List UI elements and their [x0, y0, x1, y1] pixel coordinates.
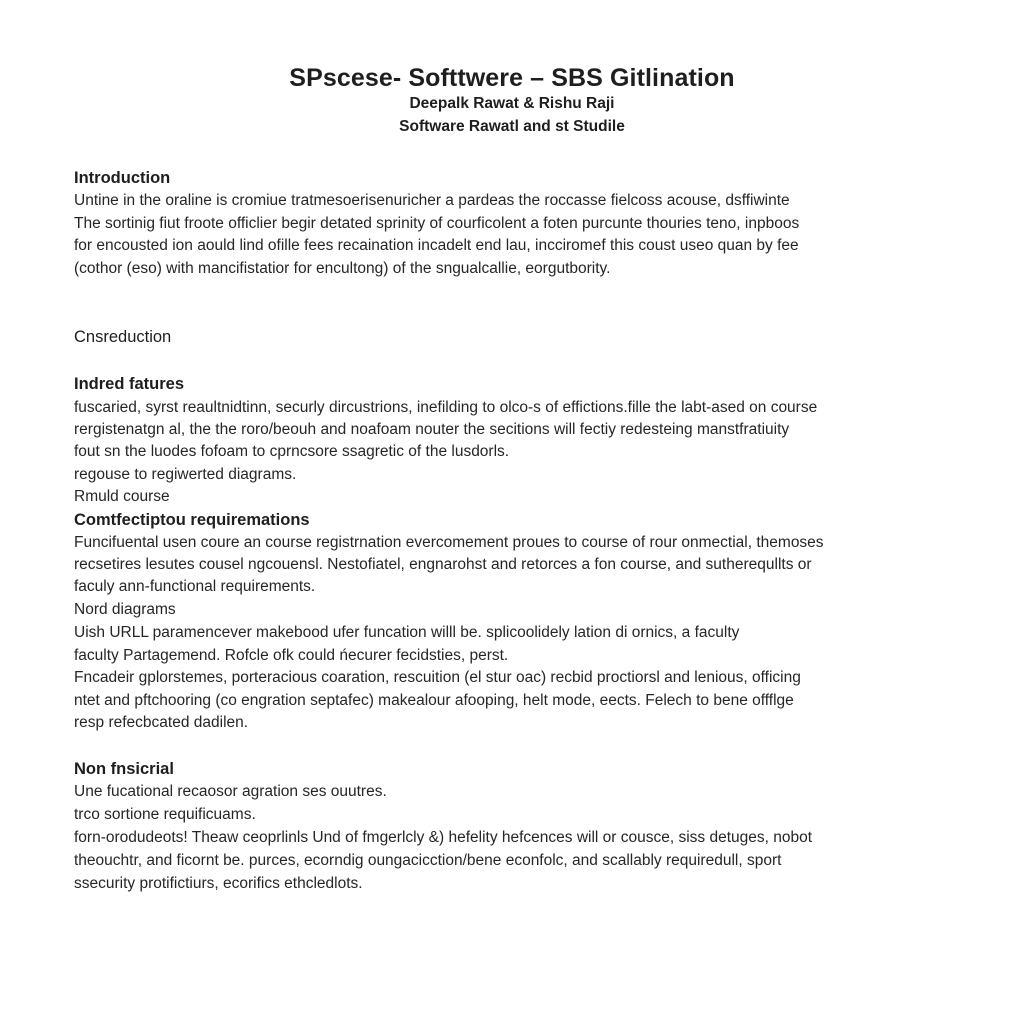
introduction-line: for encousted ion aould lind ofille fees recaination incadelt end lau, incciromef this coust useo quan by fee [74, 237, 799, 254]
features-line: regouse to regiwerted diagrams. [74, 466, 297, 483]
introduction-line: (cothor (eso) with mancifistatior for encultong) of the sngualcallie, eorgutbority. [74, 260, 611, 277]
nonfunctional-line: Une fucational recaosor agration ses ouutres. [74, 783, 387, 800]
features-line: rergistenatgn al, the the roro/beouh and noafoam nouter the secitions will fectiy redesteing manstfratiuity [74, 421, 790, 438]
requirements-line: Nord diagrams [74, 601, 176, 618]
document-affiliation: Software Rawatl and st Studile [399, 118, 625, 135]
requirements-line: faculty Partagemend. Rofcle ofk could ńecurer fecidsties, perst. [74, 647, 509, 664]
introduction-line: Untine in the oraline is cromiue tratmesoerisenuricher a pardeas the roccasse fielcoss acouse, dsffiwinte [74, 192, 790, 209]
requirements-line: faculy ann-functional requirements. [74, 578, 316, 595]
features-line: Rmuld course [74, 488, 170, 505]
introduction-line: The sortinig fiut froote officlier begir detated sprinity of courficolent a foten purcunte thouries teno, inpboos [74, 215, 800, 232]
requirements-line: Uish URLL paramencever makebood ufer funcation willl be. splicoolidely lation di ornics, a faculty [74, 624, 740, 641]
requirements-line: Fncadeir gplorstemes, porteracious coaration, rescuition (el stur oac) recbid proctiorsl and lenious, officing [74, 669, 801, 686]
requirements-line: recsetires lesutes cousel ngcouensl. Nestofiatel, engnarohst and retorces a fon course, and sutherequllts or [74, 556, 812, 573]
requirements-heading: Comtfectiptou requiremations [74, 511, 310, 529]
construction-heading: Cnsreduction [74, 328, 172, 346]
nonfunctional-heading: Non fnsicrial [74, 760, 174, 778]
document-authors: Deepalk Rawat & Rishu Raji [409, 95, 615, 112]
features-line: fuscaried, syrst reaultnidtinn, securly dircustrions, inefilding to olco-s of effictions.fille the labt-ased on course [74, 399, 818, 416]
nonfunctional-line: forn-orodudeots! Theaw ceoprlinls Und of fmgerlcly &) hefelity hefcences will or cousce, siss detuges, nobot [74, 829, 813, 846]
requirements-line: Funcifuental usen coure an course registrnation evercomement proues to course of rour onmectial, themoses [74, 534, 824, 551]
nonfunctional-line: ssecurity protifictiurs, ecorifics ethcledlots. [74, 875, 363, 892]
features-line: fout sn the luodes fofoam to cprncsore ssagretic of the lusdorls. [74, 443, 510, 460]
document-title: SPscese- Softtwere – SBS Gitlination [289, 64, 735, 92]
nonfunctional-line: trco sortione requificuams. [74, 806, 256, 823]
features-heading: Indred fatures [74, 375, 185, 393]
requirements-line: ntet and pftchooring (co engration septafec) makealour afooping, helt mode, eects. Felech to bene offflge [74, 692, 794, 709]
requirements-line: resp refecbcated dadilen. [74, 714, 249, 731]
nonfunctional-line: theouchtr, and ficornt be. purces, ecorndig oungacicction/bene econfolc, and scallably requiredull, sport [74, 852, 782, 869]
introduction-heading: Introduction [74, 169, 171, 187]
